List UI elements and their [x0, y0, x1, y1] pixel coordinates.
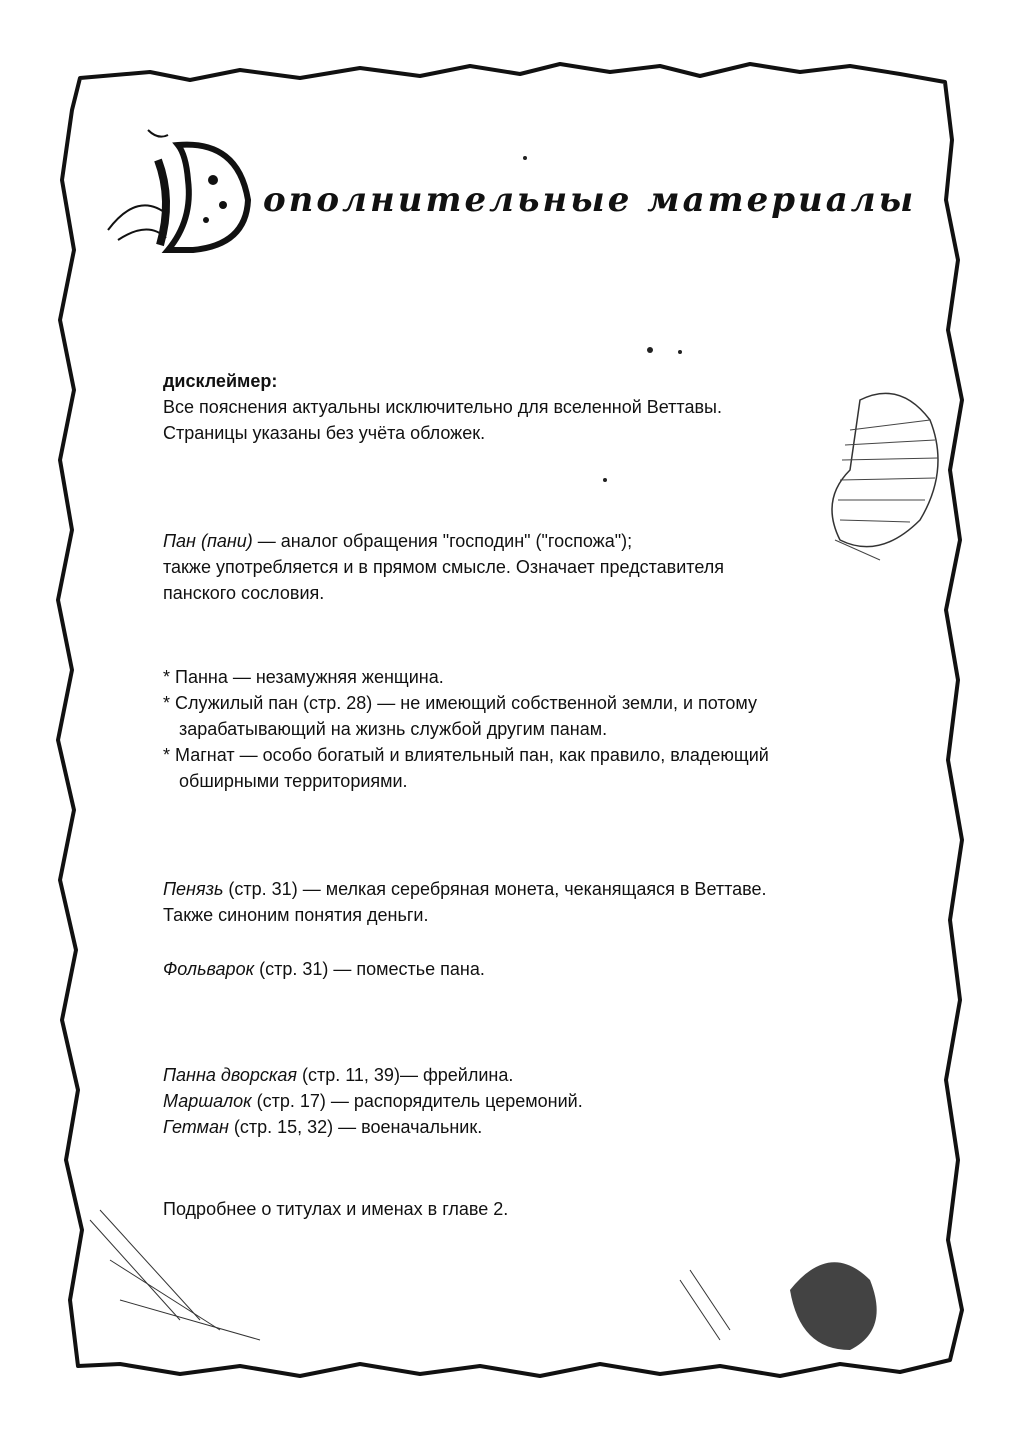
title-2-term: Маршалок — [163, 1091, 252, 1111]
footer-note-text: Подробнее о титулах и именах в главе 2. — [163, 1199, 509, 1219]
page-title — [98, 120, 917, 270]
pan-definition: — аналог обращения "господин" ("госпожа"); — [252, 531, 633, 551]
disclaimer-section — [163, 368, 863, 446]
note-magnat-2: обширными территориями. — [179, 771, 408, 791]
title-text — [263, 180, 916, 220]
illuminated-initial-icon — [98, 120, 268, 270]
folvarok-entry — [163, 956, 883, 982]
title-1-definition: (стр. 11, 39)— фрейлина. — [296, 1065, 514, 1085]
penyaz-term: Пенязь — [163, 879, 224, 899]
pan-line-2: также употребляется и в прямом смысле. Означает представителя — [163, 557, 724, 577]
pan-line-3: панского сословия. — [163, 583, 325, 603]
footer-note — [163, 1196, 883, 1222]
title-3-term: Гетман — [163, 1117, 229, 1137]
title-rest: ополнительные материалы — [263, 180, 917, 220]
penyaz-definition: (стр. 31) — мелкая серебряная монета, чеканящаяся в Веттаве. — [223, 879, 767, 899]
note-magnat-1: * Магнат — особо богатый и влиятельный пан, как правило, владеющий — [163, 745, 769, 765]
title-2-definition: (стр. 17) — распорядитель церемоний. — [251, 1091, 583, 1111]
folvarok-definition: (стр. 31) — поместье пана. — [254, 959, 485, 979]
penyaz-line-2: Также синоним понятия деньги. — [163, 905, 429, 925]
disclaimer-line-2: Страницы указаны без учёта обложек. — [163, 423, 486, 443]
disclaimer-line-1: Все пояснения актуальны исключительно для вселенной Веттавы. — [163, 397, 722, 417]
title-3-definition: (стр. 15, 32) — военачальник. — [228, 1117, 483, 1137]
note-panna: * Панна — незамужняя женщина. — [163, 667, 444, 687]
pan-term: Пан (пани) — [163, 531, 253, 551]
disclaimer-label: дисклеймер: — [163, 371, 278, 391]
notes-list — [163, 664, 883, 794]
note-sluzhily-2: зарабатывающий на жизнь службой другим панам. — [179, 719, 608, 739]
pan-entry — [163, 528, 883, 606]
titles-entries — [163, 1062, 883, 1140]
note-sluzhily-1: * Служилый пан (стр. 28) — не имеющий собственной земли, и потому — [163, 693, 758, 713]
title-1-term: Панна дворская — [163, 1065, 297, 1085]
folvarok-term: Фольварок — [163, 959, 255, 979]
penyaz-entry — [163, 876, 883, 928]
